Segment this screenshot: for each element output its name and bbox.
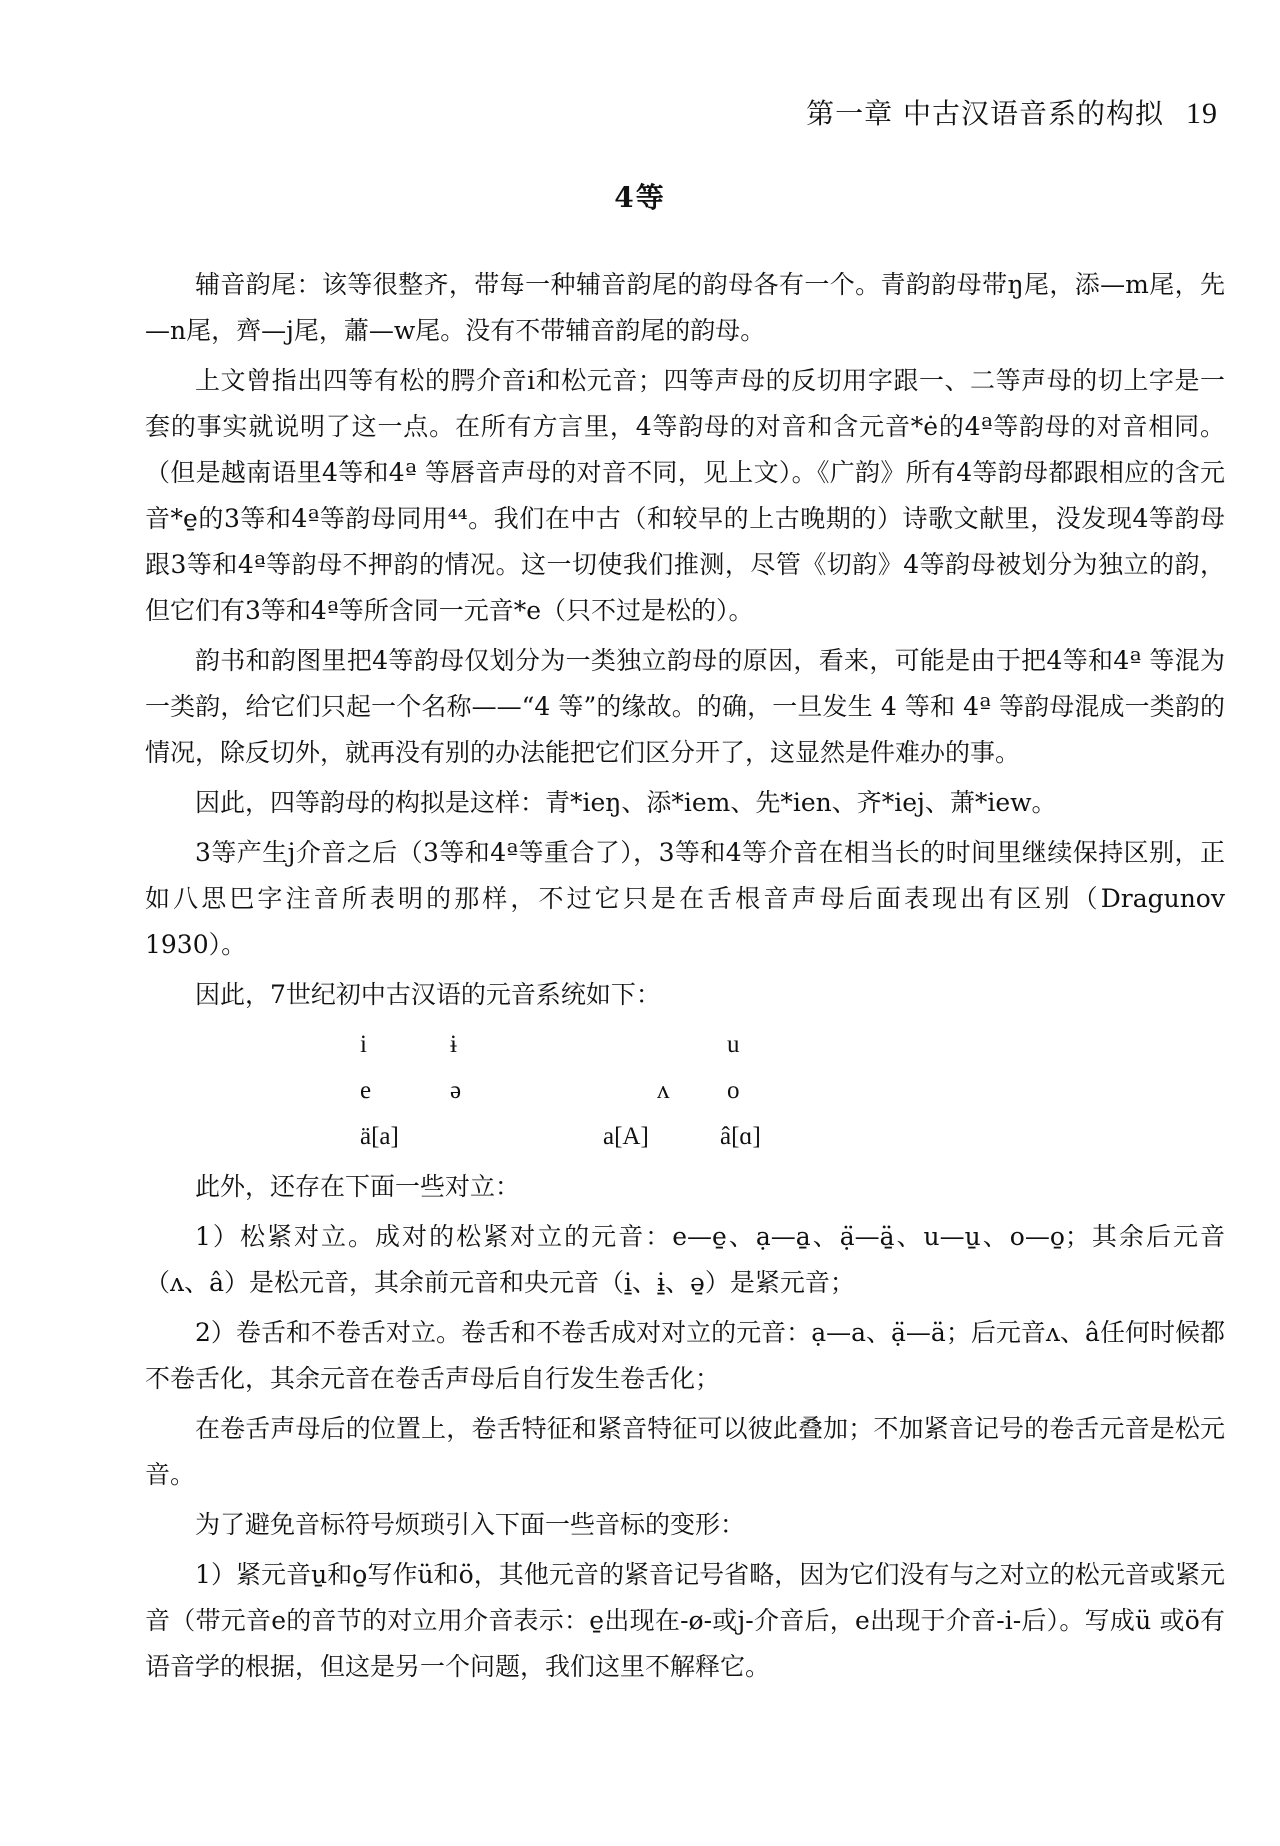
vowel-cell: i bbox=[360, 1031, 367, 1058]
paragraph: 为了避免音标符号烦琐引入下面一些音标的变形： bbox=[195, 1510, 746, 1539]
paragraph: 2）卷舌和不卷舌对立。卷舌和不卷舌成对对立的元音：ạ—a、ạ̈—ä；后元音ʌ、â任何时候都不卷舌化，其余元音在卷舌声母后自行发生卷舌化； bbox=[145, 1318, 1225, 1393]
vowel-cell: a[A] bbox=[603, 1123, 649, 1150]
vowel-cell: ə bbox=[450, 1077, 462, 1104]
paragraph: 因此，7世纪初中古汉语的元音系统如下： bbox=[195, 980, 661, 1009]
paragraph: 1）紧元音u̱和o̱写作ü和ö，其他元音的紧音记号省略，因为它们没有与之对立的松元音或紧元音（带元音e的音节的对立用介音表示：e̱出现在-ø-或j-介音后，e出现于介音-i-后）。写成ü 或ö有语音学的根据，但这是另一个问题，我们这里不解释它。 bbox=[145, 1560, 1225, 1681]
paragraph: 此外，还存在下面一些对立： bbox=[195, 1172, 521, 1201]
paragraph: 因此，四等韵母的构拟是这样：青*ieŋ、添*iem、先*ien、齐*iej、萧*iew。 bbox=[195, 788, 1057, 817]
running-head bbox=[806, 92, 1218, 132]
page-number: 19 bbox=[1186, 97, 1218, 130]
vowel-cell: u bbox=[727, 1031, 740, 1058]
paragraph: 上文曾指出四等有松的腭介音i和松元音；四等声母的反切用字跟一、二等声母的切上字是一套的事实就说明了这一点。在所有方言里，4等韵母的对音和含元音*ė的4ª等韵母的对音相同。（但是越南语里4等和4ª 等唇音声母的对音不同，见上文）。《广韵》所有4等韵母都跟相应的含元音*e̱的3等和4ª等韵母同用⁴⁴。我们在中古（和较早的上古晚期的）诗歌文献里，没发现4等韵母跟3等和4ª等韵母不押韵的情况。这一切使我们推测，尽管《切韵》4等韵母被划分为独立的韵，但它们有3等和4ª等所含同一元音*e（只不过是松的）。 bbox=[145, 366, 1225, 625]
vowel-cell: o bbox=[727, 1077, 740, 1104]
vowel-cell: ä[a] bbox=[360, 1123, 399, 1150]
vowel-cell: ɨ bbox=[450, 1031, 457, 1058]
body-text bbox=[145, 262, 1225, 1694]
vowel-table bbox=[145, 1022, 1225, 1160]
paragraph: 韵书和韵图里把4等韵母仅划分为一类独立韵母的原因，看来，可能是由于把4等和4ª 等混为一类韵，给它们只起一个名称——“4 等”的缘故。的确，一旦发生 4 等和 4ª 等韵母混成一类韵的情况，除反切外，就再没有别的办法能把它们区分开了，这显然是件难办的事。 bbox=[145, 646, 1225, 767]
paragraph: 在卷舌声母后的位置上，卷舌特征和紧音特征可以彼此叠加；不加紧音记号的卷舌元音是松元音。 bbox=[145, 1414, 1225, 1489]
chapter-title: 第一章 中古汉语音系的构拟 bbox=[806, 97, 1164, 130]
vowel-cell: â[ɑ] bbox=[720, 1123, 761, 1150]
section-title: 4等 bbox=[614, 181, 666, 214]
vowel-cell: e bbox=[360, 1077, 372, 1104]
paragraph: 3等产生j介音之后（3等和4ª等重合了），3等和4等介音在相当长的时间里继续保持区别，正如八思巴字注音所表明的那样，不过它只是在舌根音声母后面表现出有区别（Dragunov 1930）。 bbox=[145, 838, 1225, 959]
vowel-cell: ʌ bbox=[657, 1077, 670, 1104]
paragraph: 辅音韵尾：该等很整齐，带每一种辅音韵尾的韵母各有一个。青韵韵母带ŋ尾，添—m尾，先—n尾，齊—j尾，蕭—w尾。没有不带辅音韵尾的韵母。 bbox=[145, 270, 1225, 345]
paragraph: 1）松紧对立。成对的松紧对立的元音：e—e̱、ạ—a̱、ạ̈—ä̱、u—u̱、o—o̱；其余后元音（ʌ、â）是松元音，其余前元音和央元音（i̱、ɨ̱、ə̱）是紧元音； bbox=[145, 1222, 1225, 1297]
